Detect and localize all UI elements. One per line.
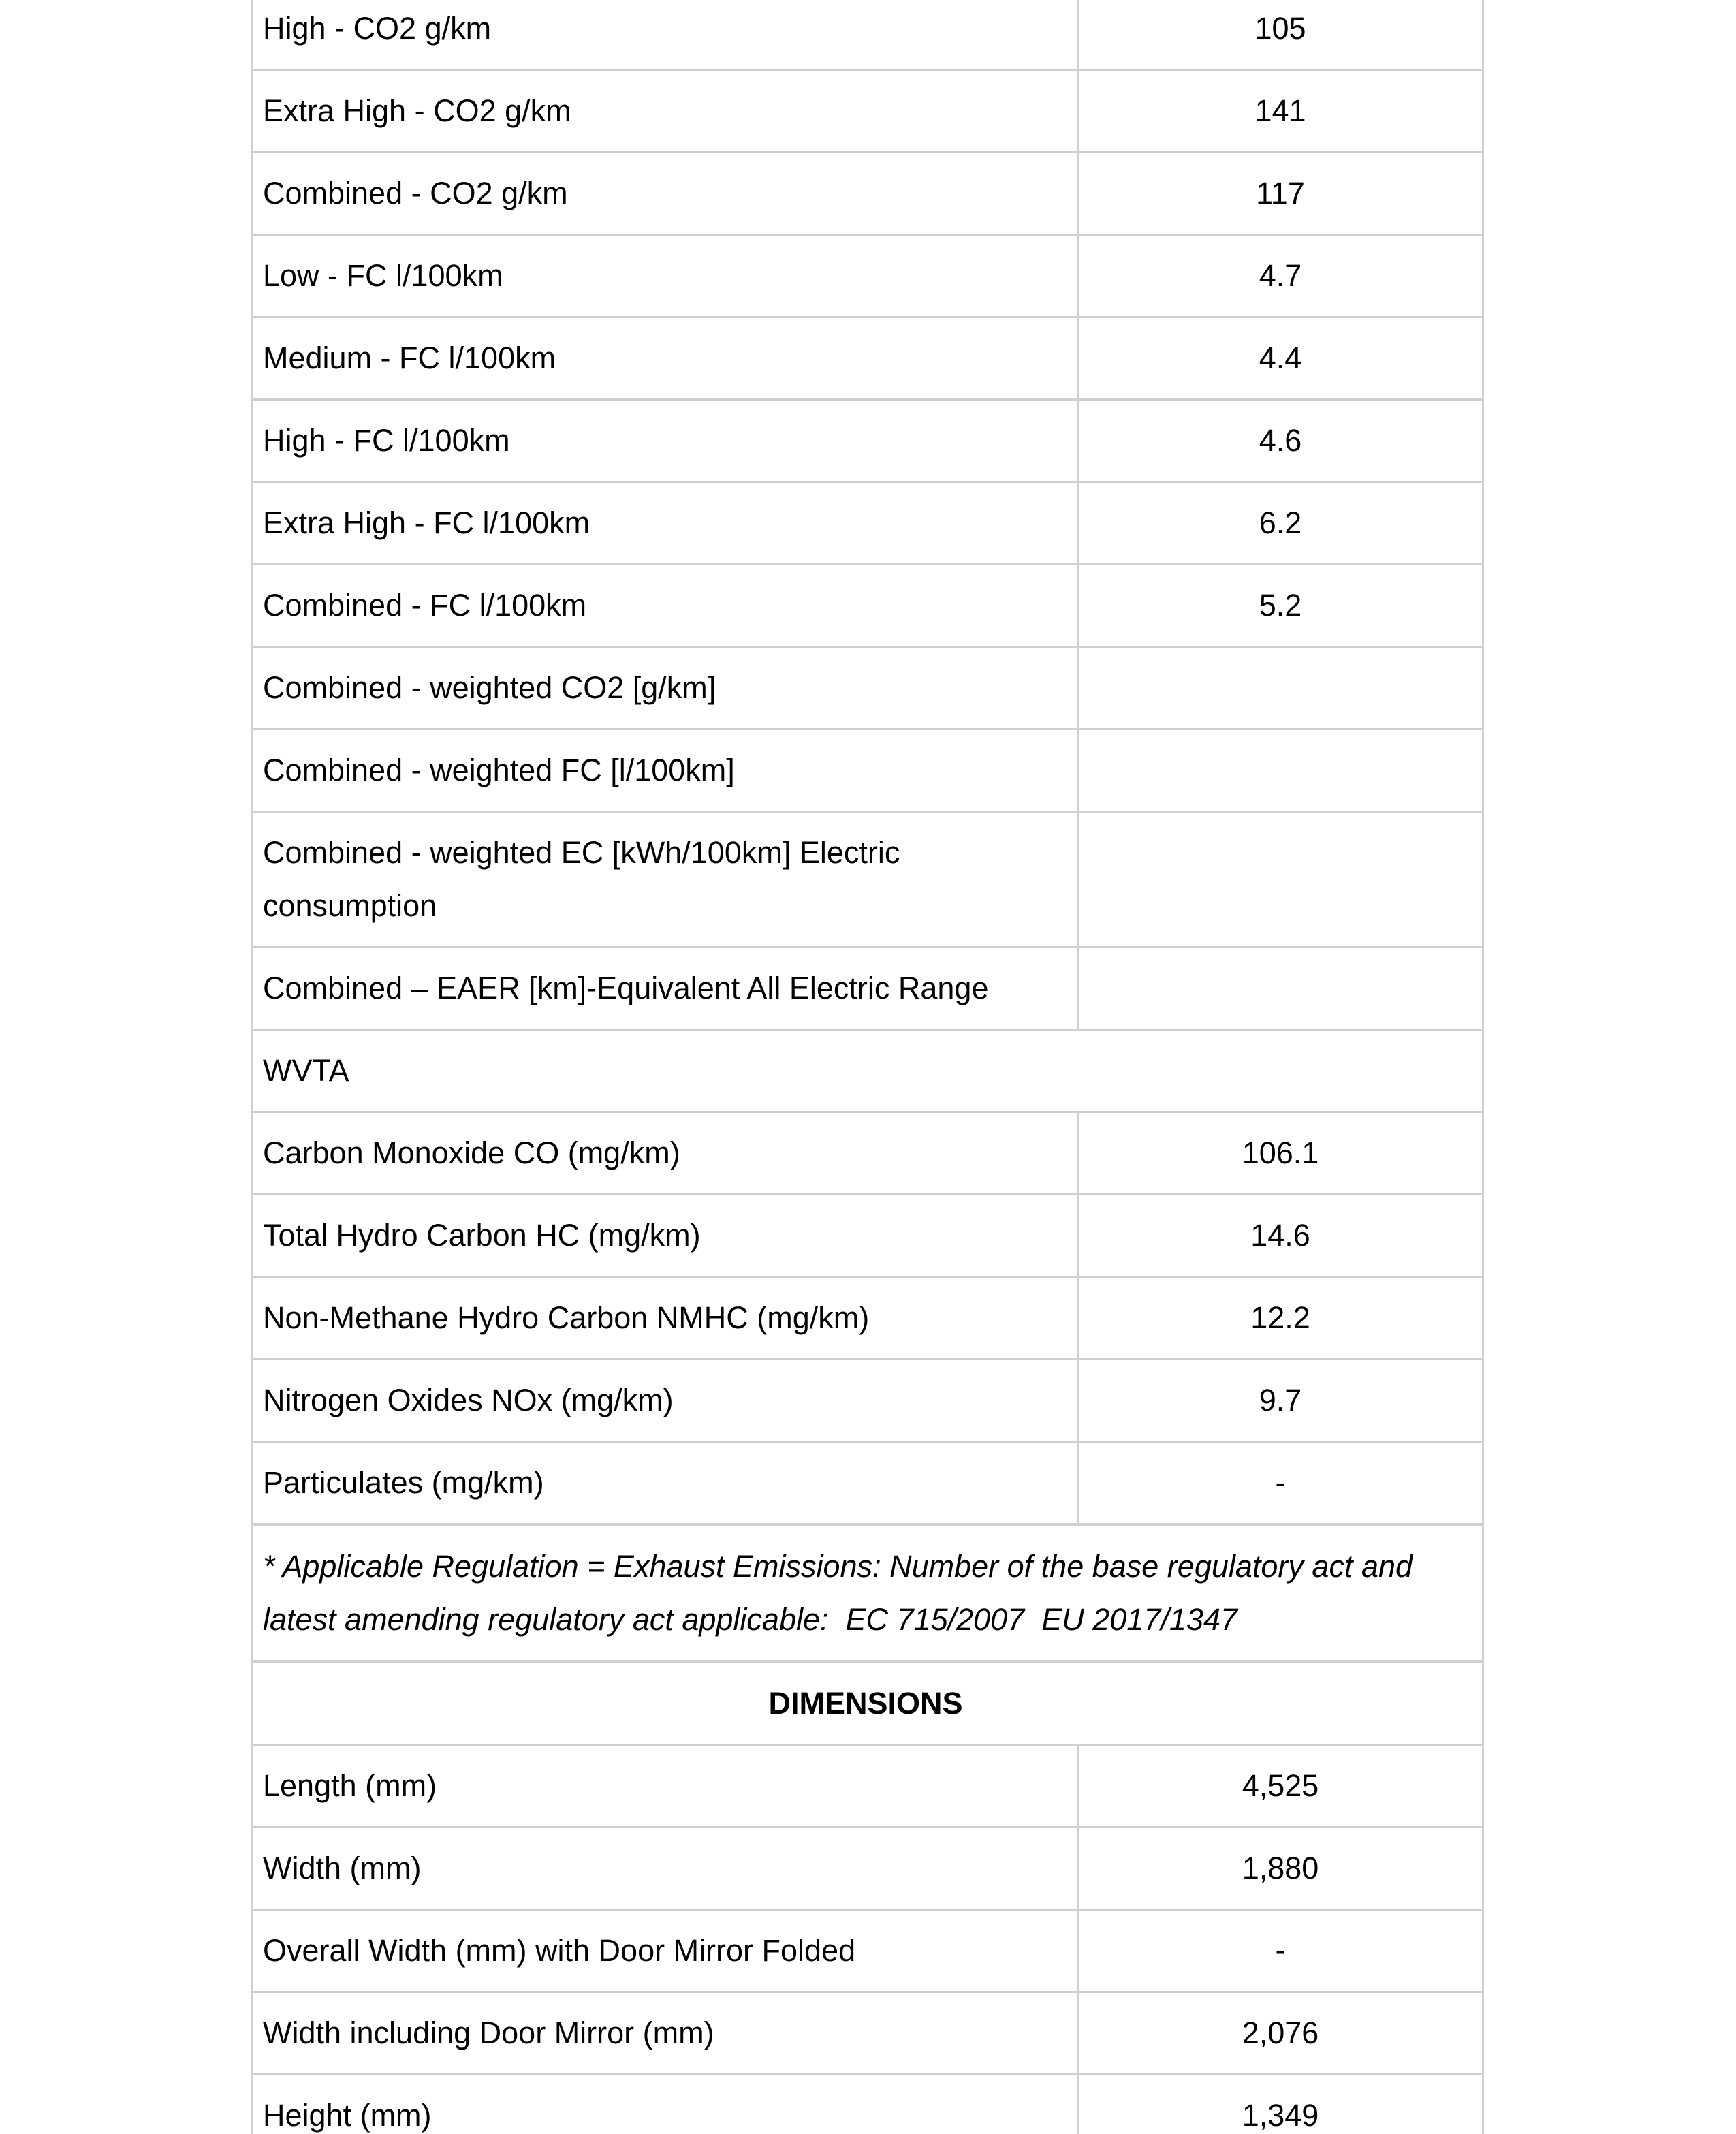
- spec-value: 2,076: [1078, 1992, 1483, 2075]
- spec-label: Extra High - CO2 g/km: [252, 70, 1078, 153]
- table-row-weighted-fc: [252, 729, 1483, 812]
- spec-value: 4,525: [1078, 1745, 1483, 1827]
- spec-value: 106.1: [1078, 1112, 1483, 1195]
- spec-value: 6.2: [1078, 482, 1483, 565]
- spec-value: 4.7: [1078, 235, 1483, 317]
- table-row-nmhc: [252, 1277, 1483, 1360]
- spec-label: High - FC l/100km: [252, 400, 1078, 482]
- table-row-hc: [252, 1195, 1483, 1277]
- spec-value: 14.6: [1078, 1195, 1483, 1277]
- spec-value: 4.4: [1078, 317, 1483, 400]
- table-row-wvta-section: [252, 1030, 1483, 1112]
- spec-label: Length (mm): [252, 1745, 1078, 1827]
- dimensions-header: DIMENSIONS: [252, 1662, 1483, 1745]
- spec-value: 1,880: [1078, 1827, 1483, 1910]
- table-row-weighted-co2: [252, 647, 1483, 729]
- spec-value: 4.6: [1078, 400, 1483, 482]
- spec-label: Combined - CO2 g/km: [252, 153, 1078, 235]
- table-row-length: [252, 1745, 1483, 1827]
- spec-label: Total Hydro Carbon HC (mg/km): [252, 1195, 1078, 1277]
- spec-label: Combined - weighted FC [l/100km]: [252, 729, 1078, 812]
- spec-label: High - CO2 g/km: [252, 0, 1078, 70]
- spec-label: Overall Width (mm) with Door Mirror Folded: [252, 1910, 1078, 1992]
- spec-value: -: [1078, 1910, 1483, 1992]
- regulation-note: * Applicable Regulation = Exhaust Emissions: Number of the base regulatory act and latest amending regulatory act applicable: EC 715/2007 EU 2017/1347: [252, 1525, 1483, 1662]
- spec-label: Nitrogen Oxides NOx (mg/km): [252, 1360, 1078, 1442]
- spec-value: [1078, 947, 1483, 1030]
- table-row-particulates: [252, 1442, 1483, 1525]
- table-row-regulation-note: [252, 1525, 1483, 1662]
- spec-value: 141: [1078, 70, 1483, 153]
- table-row-combined-fc: [252, 565, 1483, 647]
- table-row-extra-high-fc: [252, 482, 1483, 565]
- spec-label: Extra High - FC l/100km: [252, 482, 1078, 565]
- table-row-width-incl-mirror: [252, 1992, 1483, 2075]
- table-row-nox: [252, 1360, 1483, 1442]
- vehicle-spec-table: [251, 0, 1484, 2134]
- spec-label: Combined - FC l/100km: [252, 565, 1078, 647]
- table-row-height: [252, 2075, 1483, 2134]
- spec-value: 12.2: [1078, 1277, 1483, 1360]
- spec-value: 9.7: [1078, 1360, 1483, 1442]
- table-row-high-co2: [252, 0, 1483, 70]
- spec-value: [1078, 812, 1483, 947]
- spec-label: Width (mm): [252, 1827, 1078, 1910]
- spec-value: [1078, 647, 1483, 729]
- spec-value: 1,349: [1078, 2075, 1483, 2134]
- spec-label: Combined - weighted EC [kWh/100km] Electric consumption: [252, 812, 1078, 947]
- spec-label: Combined - weighted CO2 [g/km]: [252, 647, 1078, 729]
- section-title: WVTA: [252, 1030, 1483, 1112]
- table-row-dimensions-header: [252, 1662, 1483, 1745]
- table-row-overall-width-folded: [252, 1910, 1483, 1992]
- table-row-extra-high-co2: [252, 70, 1483, 153]
- table-row-high-fc: [252, 400, 1483, 482]
- spec-label: Particulates (mg/km): [252, 1442, 1078, 1525]
- spec-label: Width including Door Mirror (mm): [252, 1992, 1078, 2075]
- spec-value: [1078, 729, 1483, 812]
- spec-label: Low - FC l/100km: [252, 235, 1078, 317]
- table-row-eaer: [252, 947, 1483, 1030]
- table-row-low-fc: [252, 235, 1483, 317]
- spec-value: 105: [1078, 0, 1483, 70]
- spec-label: Carbon Monoxide CO (mg/km): [252, 1112, 1078, 1195]
- spec-value: 117: [1078, 153, 1483, 235]
- table-row-co: [252, 1112, 1483, 1195]
- table-row-width: [252, 1827, 1483, 1910]
- table-row-weighted-ec: [252, 812, 1483, 947]
- spec-label: Combined – EAER [km]-Equivalent All Electric Range: [252, 947, 1078, 1030]
- table-row-combined-co2: [252, 153, 1483, 235]
- table-row-medium-fc: [252, 317, 1483, 400]
- spec-value: -: [1078, 1442, 1483, 1525]
- spec-label: Height (mm): [252, 2075, 1078, 2134]
- spec-label: Medium - FC l/100km: [252, 317, 1078, 400]
- spec-label: Non-Methane Hydro Carbon NMHC (mg/km): [252, 1277, 1078, 1360]
- spec-value: 5.2: [1078, 565, 1483, 647]
